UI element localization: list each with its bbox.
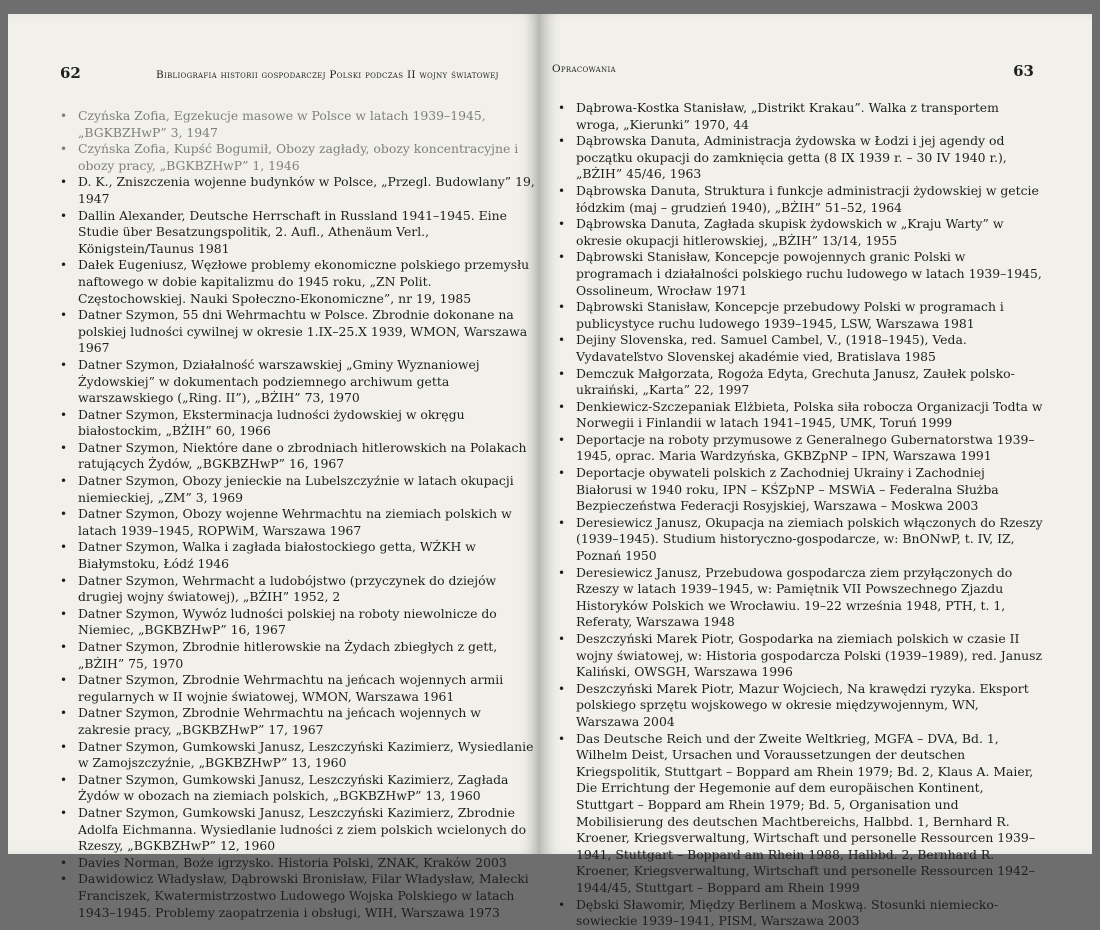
bibliography-entry: • Dąbrowska Danuta, Zagłada skupisk żydowskich w „Kraju Warty” w okresie okupacji hitlerowskiej, „BŻIH” 13/14, 1955 [554,216,1044,249]
bibliography-entry: • Datner Szymon, Gumkowski Janusz, Leszczyński Kazimierz, Zbrodnie Adolfa Eichmanna. Wysiedlanie ludności z ziem polskich wcielonych do Rzeszy, „BGKBZHwP” 12, 1960 [56,805,536,855]
bibliography-entry: • Das Deutsche Reich und der Zweite Weltkrieg, MGFA – DVA, Bd. 1, Wilhelm Deist, Ursachen und Voraussetzungen der deutschen Kriegspolitik, Stuttgart – Boppard am Rhein 1979; Bd. 2, Klaus A. Maier, Die Errichtung der Hegemonie auf dem europäischen Kontinent, Stuttgart – Boppard am Rhein 1979; Bd. 5, Organisation und Mobilisierung des deutschen Machtbereichs, Halbbd. 1, Bernhard R. Kroener, Kriegsverwaltung, Wirtschaft und personelle Ressourcen 1939–1941, Stuttgart – Boppard am Rhein 1988, Halbbd. 2, Bernhard R. Kroener, Kriegsverwaltung, Wirtschaft und personelle Ressourcen 1942–1944/45, Stuttgart – Boppard am Rhein 1999 [554,731,1044,897]
bibliography-entry: • Deresiewicz Janusz, Przebudowa gospodarcza ziem przyłączonych do Rzeszy w latach 1939–1945, w: Pamiętnik VII Powszechnego Zjazdu Historyków Polskich we Wrocławiu. 19–22 września 1948, PTH, t. 1, Referaty, Warszawa 1948 [554,565,1044,631]
bibliography-entry: • Datner Szymon, Zbrodnie Wehrmachtu na jeńcach wojennych armii regularnych w II wojnie światowej, WMON, Warszawa 1961 [56,672,536,705]
bibliography-entry: • Datner Szymon, Obozy wojenne Wehrmachtu na ziemiach polskich w latach 1939–1945, ROPWiM, Warszawa 1967 [56,506,536,539]
bibliography-list-left [56,108,536,921]
bibliography-entry: • Datner Szymon, Gumkowski Janusz, Leszczyński Kazimierz, Zagłada Żydów w obozach na ziemiach polskich, „BGKBZHwP” 13, 1960 [56,772,536,805]
bibliography-entry: • Demczuk Małgorzata, Rogoża Edyta, Grechuta Janusz, Zaułek polsko-ukraiński, „Karta” 22, 1997 [554,366,1044,399]
bibliography-entry: • Datner Szymon, Obozy jenieckie na Lubelszczyźnie w latach okupacji niemieckiej, „ZM” 3, 1969 [56,473,536,506]
bibliography-entry: • Deresiewicz Janusz, Okupacja na ziemiach polskich włączonych do Rzeszy (1939–1945). Studium historyczno-gospodarcze, w: BnONwP, t. IV, IZ, Poznań 1950 [554,515,1044,565]
bibliography-entry: • Dębski Sławomir, Między Berlinem a Moskwą. Stosunki niemiecko-sowieckie 1939–1941, PISM, Warszawa 2003 [554,897,1044,930]
bibliography-entry: • Dąbrowa-Kostka Stanisław, „Distrikt Krakau”. Walka z transportem wroga, „Kierunki” 1970, 44 [554,100,1044,133]
bibliography-entry: • Datner Szymon, Działalność warszawskiej „Gminy Wyznaniowej Żydowskiej” w dokumentach podziemnego archiwum getta warszawskiego („Ring. II”), „BŻIH” 73, 1970 [56,357,536,407]
bibliography-entry: • Datner Szymon, Wehrmacht a ludobójstwo (przyczynek do dziejów drugiej wojny światowej), „BŻIH” 1952, 2 [56,573,536,606]
left-page [8,14,540,920]
bibliography-entry: • Davies Norman, Boże igrzysko. Historia Polski, ZNAK, Kraków 2003 [56,855,536,872]
bibliography-entry: • Dąbrowska Danuta, Struktura i funkcje administracji żydowskiej w getcie łódzkim (maj – grudzień 1940), „BŻIH” 51–52, 1964 [554,183,1044,216]
page-number-left: 62 [60,64,81,82]
bibliography-entry: • Datner Szymon, Wywóz ludności polskiej na roboty niewolnicze do Niemiec, „BGKBZHwP” 16, 1967 [56,606,536,639]
bibliography-entry: • Datner Szymon, Zbrodnie hitlerowskie na Żydach zbiegłych z gett, „BŻIH” 75, 1970 [56,639,536,672]
bibliography-entry: • Denkiewicz-Szczepaniak Elżbieta, Polska siła robocza Organizacji Todta w Norwegii i Finlandii w latach 1941–1945, UMK, Toruń 1999 [554,399,1044,432]
running-head-left: Bibliografia historii gospodarczej Polski podczas II wojny światowej [156,69,499,81]
bibliography-entry: • Datner Szymon, Eksterminacja ludności żydowskiej w okręgu białostockim, „BŻIH” 60, 1966 [56,407,536,440]
bibliography-entry: • Datner Szymon, Walka i zagłada białostockiego getta, WŻKH w Białymstoku, Łódź 1946 [56,539,536,572]
bibliography-entry: • Deszczyński Marek Piotr, Gospodarka na ziemiach polskich w czasie II wojny światowej, w: Historia gospodarcza Polski (1939–1989), red. Janusz Kaliński, OWSGH, Warszawa 1996 [554,631,1044,681]
bibliography-entry: • Czyńska Zofia, Egzekucje masowe w Polsce w latach 1939–1945, „BGKBZHwP” 3, 1947 [56,108,536,141]
bibliography-entry: • Datner Szymon, Zbrodnie Wehrmachtu na jeńcach wojennych w zakresie pracy, „BGKBZHwP” 17, 1967 [56,705,536,738]
page-number-right: 63 [1013,62,1034,80]
bibliography-entry: • Datner Szymon, Gumkowski Janusz, Leszczyński Kazimierz, Wysiedlanie w Zamojszczyźnie, „BGKBZHwP” 13, 1960 [56,739,536,772]
bibliography-entry: • Datner Szymon, Niektóre dane o zbrodniach hitlerowskich na Polakach ratujących Żydów, „BGKBZHwP” 16, 1967 [56,440,536,473]
bibliography-entry: • Dałek Eugeniusz, Węzłowe problemy ekonomiczne polskiego przemysłu naftowego w dobie kapitalizmu do 1945 roku, „ZN Polit. Częstochowskiej. Nauki Społeczno-Ekonomiczne”, nr 19, 1985 [56,257,536,307]
bibliography-entry: • Deszczyński Marek Piotr, Mazur Wojciech, Na krawędzi ryzyka. Eksport polskiego sprzętu wojskowego w okresie międzywojennym, WN, Warszawa 2004 [554,681,1044,731]
running-head-right: Opracowania [552,63,616,75]
bibliography-entry: • Dallin Alexander, Deutsche Herrschaft in Russland 1941–1945. Eine Studie über Besatzungspolitik, 2. Aufl., Athenäum Verl., Königstein/Taunus 1981 [56,208,536,258]
bibliography-entry: • Dąbrowski Stanisław, Koncepcje powojennych granic Polski w programach i działalności polskiego ruchu ludowego w latach 1939–1945, Ossolineum, Wrocław 1971 [554,249,1044,299]
bibliography-entry: • Czyńska Zofia, Kupść Bogumił, Obozy zagłady, obozy koncentracyjne i obozy pracy, „BGKBZHwP” 1, 1946 [56,141,536,174]
bibliography-entry: • Dąbrowski Stanisław, Koncepcje przebudowy Polski w programach i publicystyce ruchu ludowego 1939–1945, LSW, Warszawa 1981 [554,299,1044,332]
bibliography-entry: • Datner Szymon, 55 dni Wehrmachtu w Polsce. Zbrodnie dokonane na polskiej ludności cywilnej w okresie 1.IX–25.X 1939, WMON, Warszawa 1967 [56,307,536,357]
bibliography-entry: • Dawidowicz Władysław, Dąbrowski Bronisław, Filar Władysław, Małecki Franciszek, Kwatermistrzostwo Ludowego Wojska Polskiego w latach 1943–1945. Problemy zaopatrzenia i obsługi, WIH, Warszawa 1973 [56,871,536,921]
bibliography-entry: • Dąbrowska Danuta, Administracja żydowska w Łodzi i jej agendy od początku okupacji do zamknięcia getta (8 IX 1939 r. – 30 IV 1940 r.), „BŻIH” 45/46, 1963 [554,133,1044,183]
bibliography-entry: • Deportacje obywateli polskich z Zachodniej Ukrainy i Zachodniej Białorusi w 1940 roku, IPN – KŚZpNP – MSWiA – Federalna Służba Bezpieczeństwa Federacji Rosyjskiej, Warszawa – Moskwa 2003 [554,465,1044,515]
bibliography-entry: • Deportacje na roboty przymusowe z Generalnego Gubernatorstwa 1939–1945, oprac. Maria Wardzyńska, GKBZpNP – IPN, Warszawa 1991 [554,432,1044,465]
bibliography-entry: • D. K., Zniszczenia wojenne budynków w Polsce, „Przegl. Budowlany” 19, 1947 [56,174,536,207]
bibliography-list-right [554,100,1044,930]
right-page [540,14,1092,929]
bibliography-entry: • Dejiny Slovenska, red. Samuel Cambel, V., (1918–1945), Veda. Vydavateľstvo Slovenskej akadémie vied, Bratislava 1985 [554,332,1044,365]
